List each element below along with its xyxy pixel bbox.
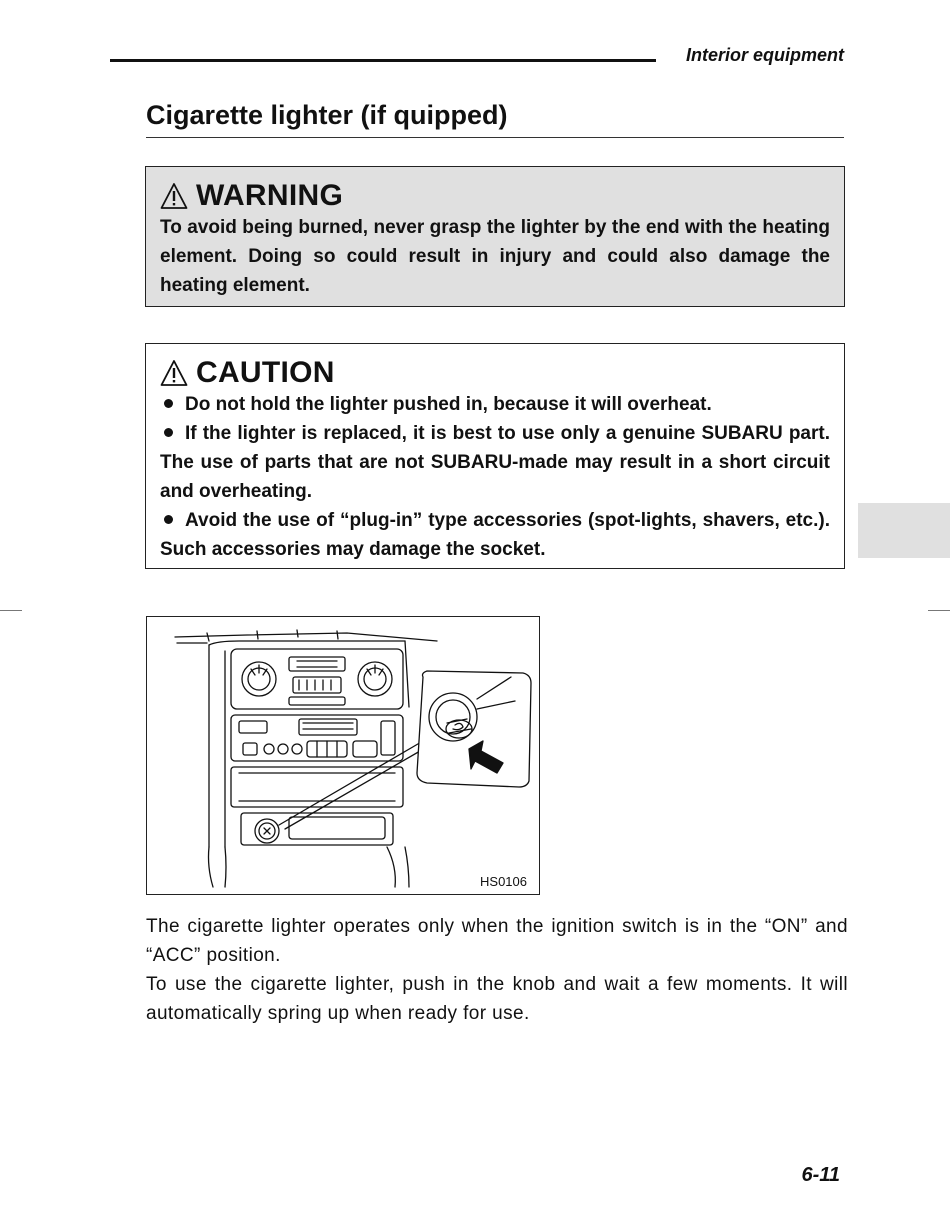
title-rule [146,137,844,138]
lighter-illustration [146,616,540,895]
bullet-icon [164,399,173,408]
caution-header [160,356,830,390]
caution-box [145,343,845,569]
bullet-icon [164,428,173,437]
body-paragraph: The cigarette lighter operates only when the ignition switch is in the “ON” and “ACC” position. [146,916,848,966]
crop-mark [0,610,22,611]
section-label: Interior equipment [685,45,844,65]
warning-label: WARNING [196,179,344,212]
crop-mark [928,610,950,611]
chapter-tab [858,503,950,558]
caution-item: Do not hold the lighter pushed in, because it will overheat. [160,390,830,419]
warning-box [145,166,845,307]
body-paragraph: To use the cigarette lighter, push in the knob and wait a few moments. It will automatically spring up when ready for use. [146,974,848,1024]
caution-item: Avoid the use of “plug-in” type accessories (spot-lights, shavers, etc.). Such accessories may damage the socket. [160,510,830,560]
page-title: Cigarette lighter (if quipped) [146,100,508,130]
warning-triangle-icon [160,182,188,210]
bullet-icon [164,515,173,524]
caution-item: If the lighter is replaced, it is best to use only a genuine SUBARU part. The use of parts that are not SUBARU-made may result in a short circuit and overheating. [160,423,830,502]
warning-text: To avoid being burned, never grasp the lighter by the end with the heating element. Doing so could result in injury and could also damage the heating element. [160,217,830,296]
warning-header [160,179,830,213]
header-rule [110,59,656,62]
dashboard-console-drawing [147,617,539,894]
body-text [146,912,848,1028]
page-number: 6-11 [801,1164,840,1186]
caution-label: CAUTION [196,356,335,389]
warning-triangle-icon [160,359,188,387]
figure-code: HS0106 [480,874,527,889]
